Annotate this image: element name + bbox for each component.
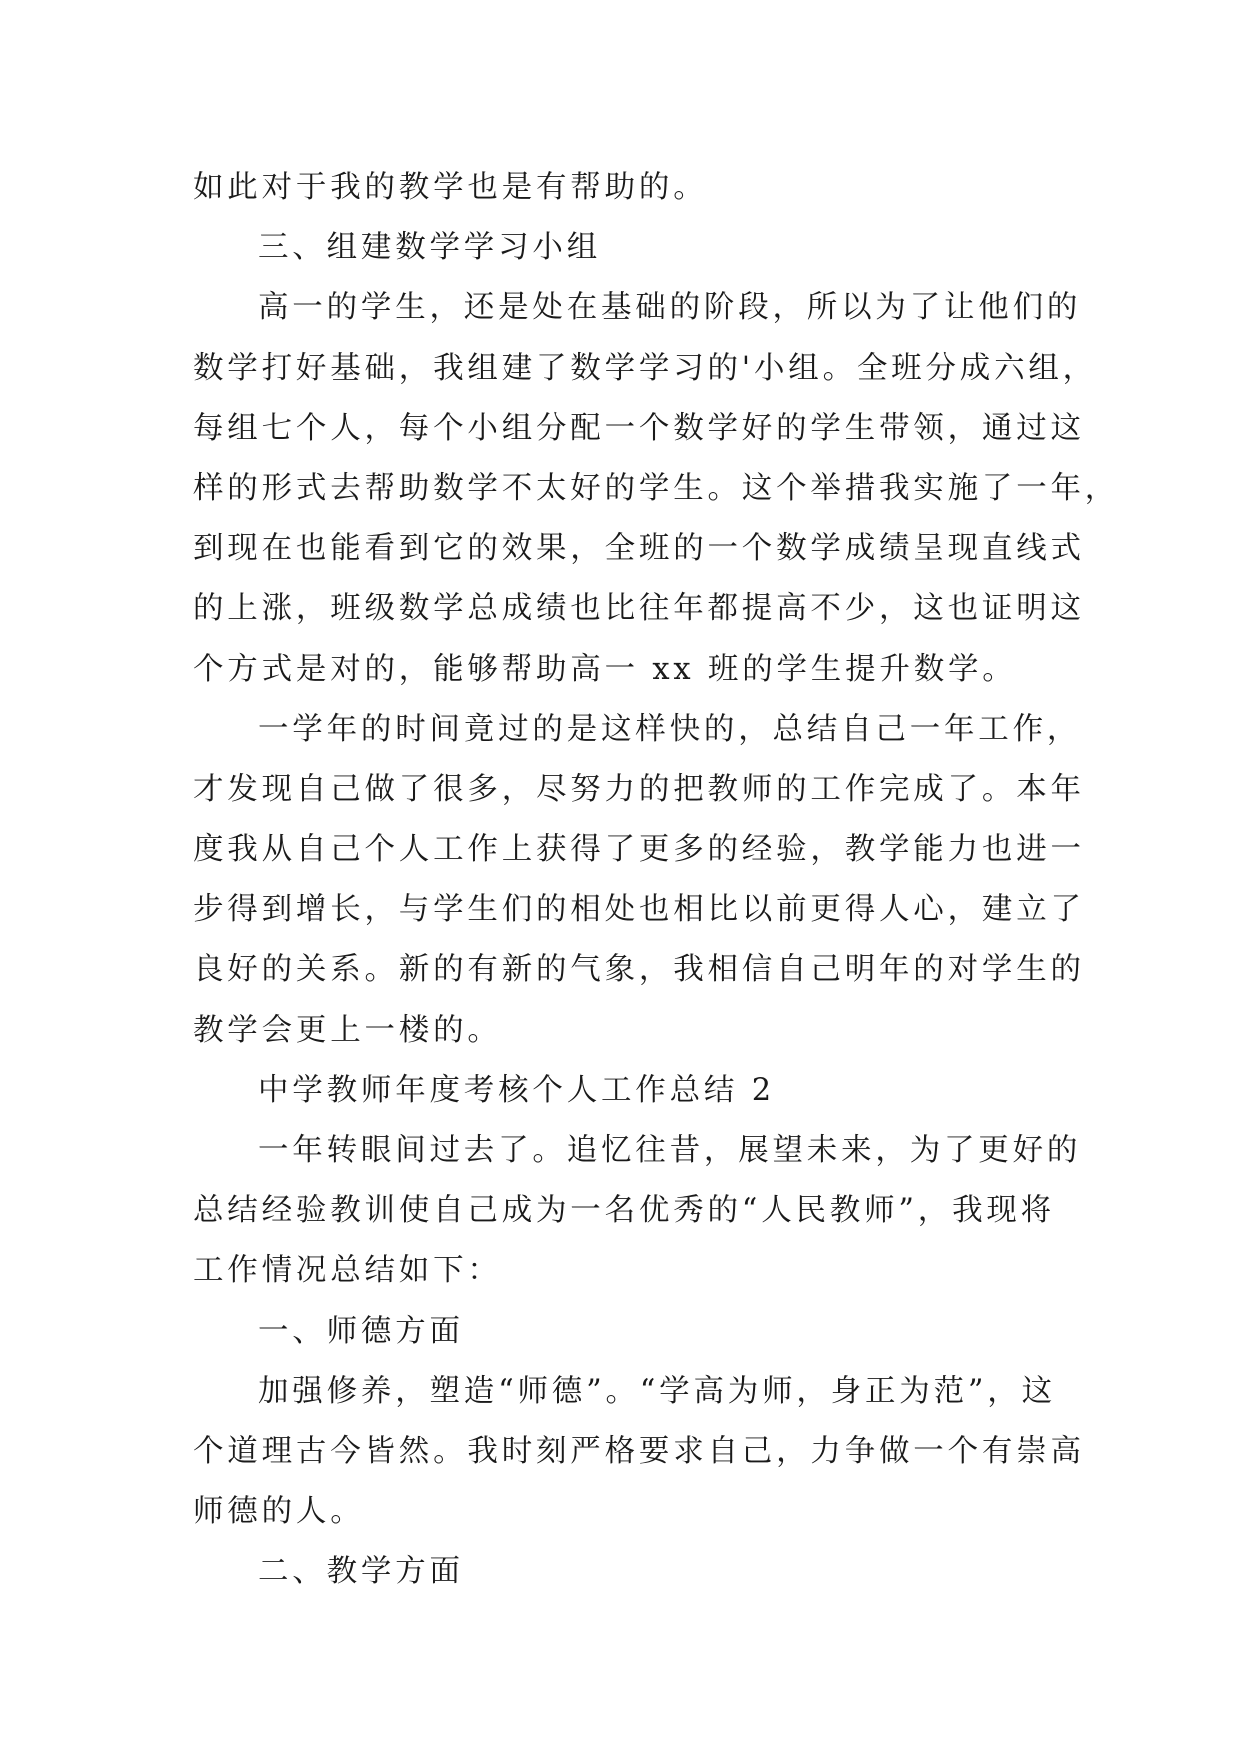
text-line: 师德的人。 <box>193 1494 365 1530</box>
text-line: 数学打好基础，我组建了数学学习的'小组。全班分成六组， <box>193 350 1097 386</box>
text-line: 教学会更上一楼的。 <box>193 1012 502 1048</box>
document-subtitle: 中学教师年度考核个人工作总结 2 <box>258 1072 775 1108</box>
text-line: 如此对于我的教学也是有帮助的。 <box>193 170 708 205</box>
text-line: 加强修养，塑造“师德”。“学高为师，身正为范”，这 <box>258 1373 1056 1409</box>
text-line: 个方式是对的，能够帮助高一 xx 班的学生提升数学。 <box>193 651 1017 687</box>
section-heading: 二、教学方面 <box>258 1554 464 1590</box>
section-heading: 一、师德方面 <box>258 1313 464 1349</box>
text-line: 的上涨，班级数学总成绩也比往年都提高不少，这也证明这 <box>193 591 1085 627</box>
text-line: 步得到增长，与学生们的相处也相比以前更得人心，建立了 <box>193 892 1085 928</box>
text-line: 样的形式去帮助数学不太好的学生。这个举措我实施了一年， <box>193 470 1120 506</box>
text-line: 良好的关系。新的有新的气象，我相信自己明年的对学生的 <box>193 952 1085 988</box>
text-line: 才发现自己做了很多，尽努力的把教师的工作完成了。本年 <box>193 771 1085 807</box>
text-line: 高一的学生，还是处在基础的阶段，所以为了让他们的 <box>258 290 1082 326</box>
document-body <box>193 158 1120 1603</box>
text-line: 一学年的时间竟过的是这样快的，总结自己一年工作， <box>258 711 1082 747</box>
text-line: 一年转眼间过去了。追忆往昔，展望未来，为了更好的 <box>258 1133 1082 1168</box>
text-line: 个道理古今皆然。我时刻严格要求自己，力争做一个有崇高 <box>193 1433 1085 1469</box>
text-line: 工作情况总结如下： <box>193 1253 502 1289</box>
text-line: 每组七个人，每个小组分配一个数学好的学生带领，通过这 <box>193 410 1085 446</box>
text-line: 度我从自己个人工作上获得了更多的经验，教学能力也进一 <box>193 832 1085 868</box>
text-line: 到现在也能看到它的效果，全班的一个数学成绩呈现直线式 <box>193 531 1085 567</box>
text-line: 总结经验教训使自己成为一名优秀的“人民教师”，我现将 <box>193 1193 1055 1229</box>
section-heading: 三、组建数学学习小组 <box>258 230 601 266</box>
